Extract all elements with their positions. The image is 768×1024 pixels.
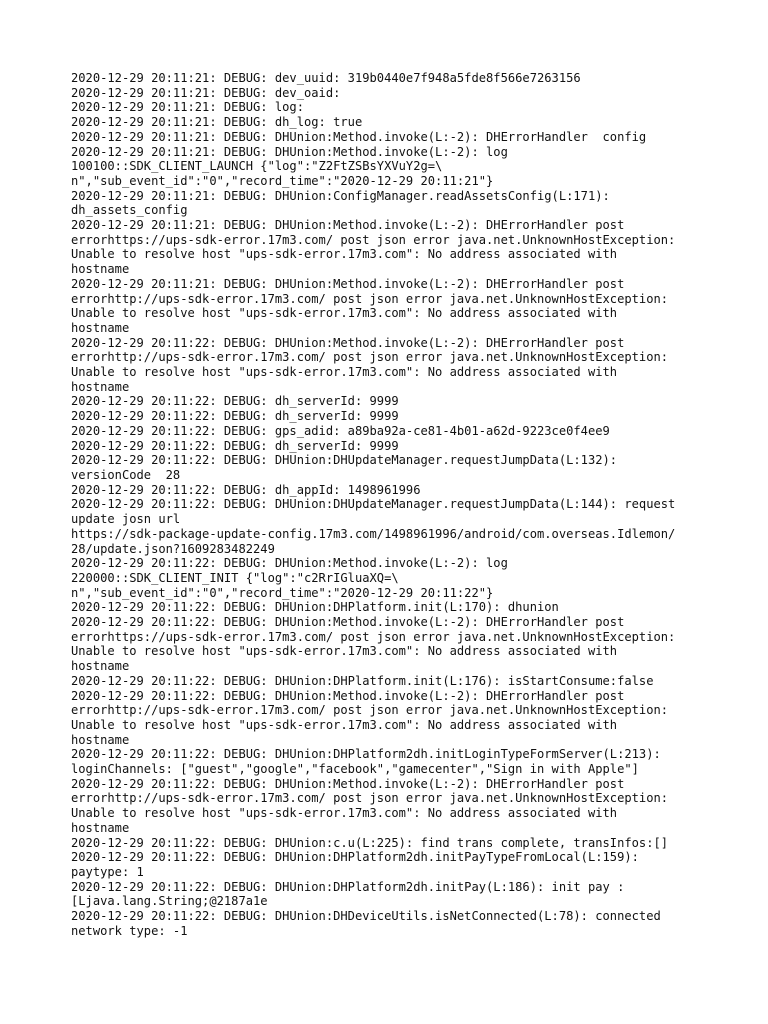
log-line: 2020-12-29 20:11:22: DEBUG: DHUnion:DHUpdateManager.requestJumpData(L:144): request <box>71 497 676 512</box>
log-line: errorhttp://ups-sdk-error.17m3.com/ post json error java.net.UnknownHostException: <box>71 703 669 718</box>
log-line: 2020-12-29 20:11:22: DEBUG: DHUnion:DHPlatform.init(L:176): isStartConsume:false <box>71 673 654 688</box>
log-line: 2020-12-29 20:11:22: DEBUG: gps_adid: a89ba92a-ce81-4b01-a62d-9223ce0f4ee9 <box>71 423 610 438</box>
log-line: 2020-12-29 20:11:22: DEBUG: DHUnion:Method.invoke(L:-2): DHErrorHandler post <box>71 615 625 630</box>
log-line: errorhttp://ups-sdk-error.17m3.com/ post json error java.net.UnknownHostException: <box>71 350 669 365</box>
log-line: 2020-12-29 20:11:21: DEBUG: dh_log: true <box>71 115 363 130</box>
log-line: 100100::SDK_CLIENT_LAUNCH {"log":"Z2FtZSBsYXVuY2g=\ <box>71 159 443 174</box>
log-line: 2020-12-29 20:11:21: DEBUG: log: <box>71 100 304 115</box>
log-line: 2020-12-29 20:11:22: DEBUG: DHUnion:DHPlatform2dh.initPay(L:186): init pay : <box>71 879 625 894</box>
log-line: n","sub_event_id":"0","record_time":"2020-12-29 20:11:21"} <box>71 173 494 188</box>
log-line: 2020-12-29 20:11:22: DEBUG: DHUnion:Method.invoke(L:-2): DHErrorHandler post <box>71 776 625 791</box>
log-line: hostname <box>71 820 130 835</box>
log-line: 2020-12-29 20:11:22: DEBUG: DHUnion:DHUpdateManager.requestJumpData(L:132): <box>71 453 618 468</box>
log-line: 28/update.json?1609283482249 <box>71 541 275 556</box>
log-line: dh_assets_config <box>71 203 188 218</box>
log-line: 2020-12-29 20:11:22: DEBUG: DHUnion:DHPlatform.init(L:170): dhunion <box>71 600 559 615</box>
log-line: Unable to resolve host "ups-sdk-error.17m3.com": No address associated with <box>71 717 618 732</box>
log-line: 220000::SDK_CLIENT_INIT {"log":"c2RrIGluaXQ=\ <box>71 570 399 585</box>
log-line: https://sdk-package-update-config.17m3.com/1498961996/android/com.overseas.Idlemon/ <box>71 526 676 541</box>
log-line: Unable to resolve host "ups-sdk-error.17m3.com": No address associated with <box>71 365 618 380</box>
log-line: 2020-12-29 20:11:22: DEBUG: DHUnion:DHPlatform2dh.initPayTypeFromLocal(L:159): <box>71 850 639 865</box>
log-line: hostname <box>71 659 130 674</box>
log-line: 2020-12-29 20:11:21: DEBUG: DHUnion:Method.invoke(L:-2): DHErrorHandler post <box>71 276 625 291</box>
log-line: 2020-12-29 20:11:22: DEBUG: dh_serverId: 9999 <box>71 409 399 424</box>
log-line: hostname <box>71 379 130 394</box>
log-line: [Ljava.lang.String;@2187a1e <box>71 894 268 909</box>
log-line: 2020-12-29 20:11:22: DEBUG: DHUnion:c.u(L:225): find trans complete, transInfos:[] <box>71 835 669 850</box>
log-line: errorhttps://ups-sdk-error.17m3.com/ post json error java.net.UnknownHostException: <box>71 629 676 644</box>
log-line: hostname <box>71 320 130 335</box>
log-line: hostname <box>71 732 130 747</box>
log-line: 2020-12-29 20:11:21: DEBUG: DHUnion:ConfigManager.readAssetsConfig(L:171): <box>71 188 610 203</box>
log-line: errorhttp://ups-sdk-error.17m3.com/ post json error java.net.UnknownHostException: <box>71 291 669 306</box>
log-line: 2020-12-29 20:11:22: DEBUG: DHUnion:Method.invoke(L:-2): log <box>71 556 508 571</box>
log-line: network type: -1 <box>71 923 188 938</box>
log-line: errorhttp://ups-sdk-error.17m3.com/ post json error java.net.UnknownHostException: <box>71 791 669 806</box>
log-line: paytype: 1 <box>71 864 144 879</box>
log-line: 2020-12-29 20:11:22: DEBUG: DHUnion:DHPlatform2dh.initLoginTypeFormServer(L:213): <box>71 747 661 762</box>
log-line: 2020-12-29 20:11:22: DEBUG: DHUnion:Method.invoke(L:-2): DHErrorHandler post <box>71 688 625 703</box>
log-line: 2020-12-29 20:11:21: DEBUG: dev_oaid: <box>71 85 341 100</box>
log-line: Unable to resolve host "ups-sdk-error.17m3.com": No address associated with <box>71 247 618 262</box>
log-line: 2020-12-29 20:11:22: DEBUG: dh_serverId: 9999 <box>71 438 399 453</box>
log-line: loginChannels: ["guest","google","facebook","gamecenter","Sign in with Apple"] <box>71 762 639 777</box>
log-line: 2020-12-29 20:11:21: DEBUG: DHUnion:Method.invoke(L:-2): log <box>71 144 508 159</box>
log-line: 2020-12-29 20:11:22: DEBUG: dh_appId: 1498961996 <box>71 482 421 497</box>
log-line: 2020-12-29 20:11:21: DEBUG: dev_uuid: 319b0440e7f948a5fde8f566e7263156 <box>71 71 581 85</box>
log-line: Unable to resolve host "ups-sdk-error.17m3.com": No address associated with <box>71 644 618 659</box>
log-line: update josn url <box>71 512 181 527</box>
log-line: versionCode 28 <box>71 467 181 482</box>
log-line: Unable to resolve host "ups-sdk-error.17m3.com": No address associated with <box>71 806 618 821</box>
log-line: Unable to resolve host "ups-sdk-error.17m3.com": No address associated with <box>71 306 618 321</box>
log-text-block <box>71 71 711 938</box>
log-line: 2020-12-29 20:11:21: DEBUG: DHUnion:Method.invoke(L:-2): DHErrorHandler config <box>71 129 647 144</box>
log-line: hostname <box>71 262 130 277</box>
log-line: 2020-12-29 20:11:21: DEBUG: DHUnion:Method.invoke(L:-2): DHErrorHandler post <box>71 218 625 233</box>
log-line: 2020-12-29 20:11:22: DEBUG: DHUnion:Method.invoke(L:-2): DHErrorHandler post <box>71 335 625 350</box>
log-line: n","sub_event_id":"0","record_time":"2020-12-29 20:11:22"} <box>71 585 494 600</box>
log-line: 2020-12-29 20:11:22: DEBUG: dh_serverId: 9999 <box>71 394 399 409</box>
log-line: errorhttps://ups-sdk-error.17m3.com/ post json error java.net.UnknownHostException: <box>71 232 676 247</box>
log-line: 2020-12-29 20:11:22: DEBUG: DHUnion:DHDeviceUtils.isNetConnected(L:78): connected <box>71 909 661 924</box>
